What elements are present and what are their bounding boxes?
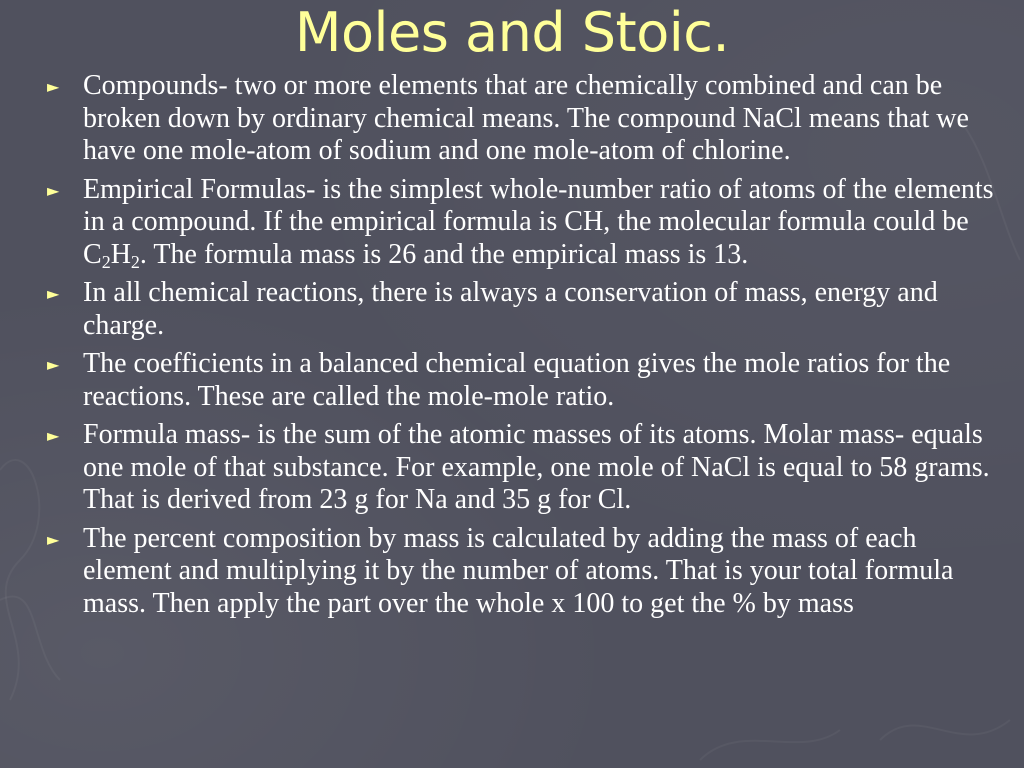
triangle-right-icon: ► bbox=[47, 284, 60, 304]
triangle-right-icon: ► bbox=[47, 529, 60, 549]
subscript: 2 bbox=[130, 252, 140, 273]
bullet-item bbox=[45, 419, 995, 517]
triangle-right-icon: ► bbox=[47, 355, 60, 375]
slide-title: Moles and Stoic. bbox=[294, 1, 730, 64]
subscript: 2 bbox=[101, 252, 111, 273]
bullet-text: The percent composition by mass is calculated by adding the mass of each element and multiplying it by the number of atoms. That is your total formula mass. Then apply the part over the whole x 100 to get the % by mass bbox=[83, 522, 954, 620]
bullet-item bbox=[45, 523, 995, 621]
triangle-right-icon: ► bbox=[47, 426, 60, 446]
bullet-text-part: . The formula mass is 26 and the empirical mass is 13. bbox=[139, 239, 749, 271]
bullet-text: The coefficients in a balanced chemical equation gives the mole ratios for the reactions. These are called the mole-mole ratio. bbox=[83, 348, 951, 412]
bullet-text bbox=[83, 173, 994, 273]
bullet-text-part: H bbox=[110, 239, 131, 271]
bullet-item bbox=[45, 277, 995, 342]
bullet-text: Compounds- two or more elements that are chemically combined and can be broken down by ordinary chemical means. The compound NaCl means that we have one mole-atom of sodium and one mole-atom of chlorine. bbox=[83, 70, 969, 167]
bullet-list bbox=[45, 70, 995, 626]
bullet-text-part: Empirical Formulas- is the simplest whole-number ratio of atoms of the elements in a compound. If the empirical formula is CH, the molecular formula could be C bbox=[83, 173, 994, 271]
bullet-item bbox=[45, 70, 995, 168]
bullet-item bbox=[45, 174, 995, 272]
bullet-text: In all chemical reactions, there is always a conservation of mass, energy and charge. bbox=[83, 277, 938, 341]
bullet-item bbox=[45, 348, 995, 413]
triangle-right-icon: ► bbox=[47, 77, 60, 96]
bullet-text: Formula mass- is the sum of the atomic masses of its atoms. Molar mass- equals one mole of that substance. For example, one mole of NaCl is equal to 58 grams. That is derived from 23 g for Na and 35 g for Cl. bbox=[83, 419, 990, 516]
triangle-right-icon: ► bbox=[47, 180, 60, 200]
